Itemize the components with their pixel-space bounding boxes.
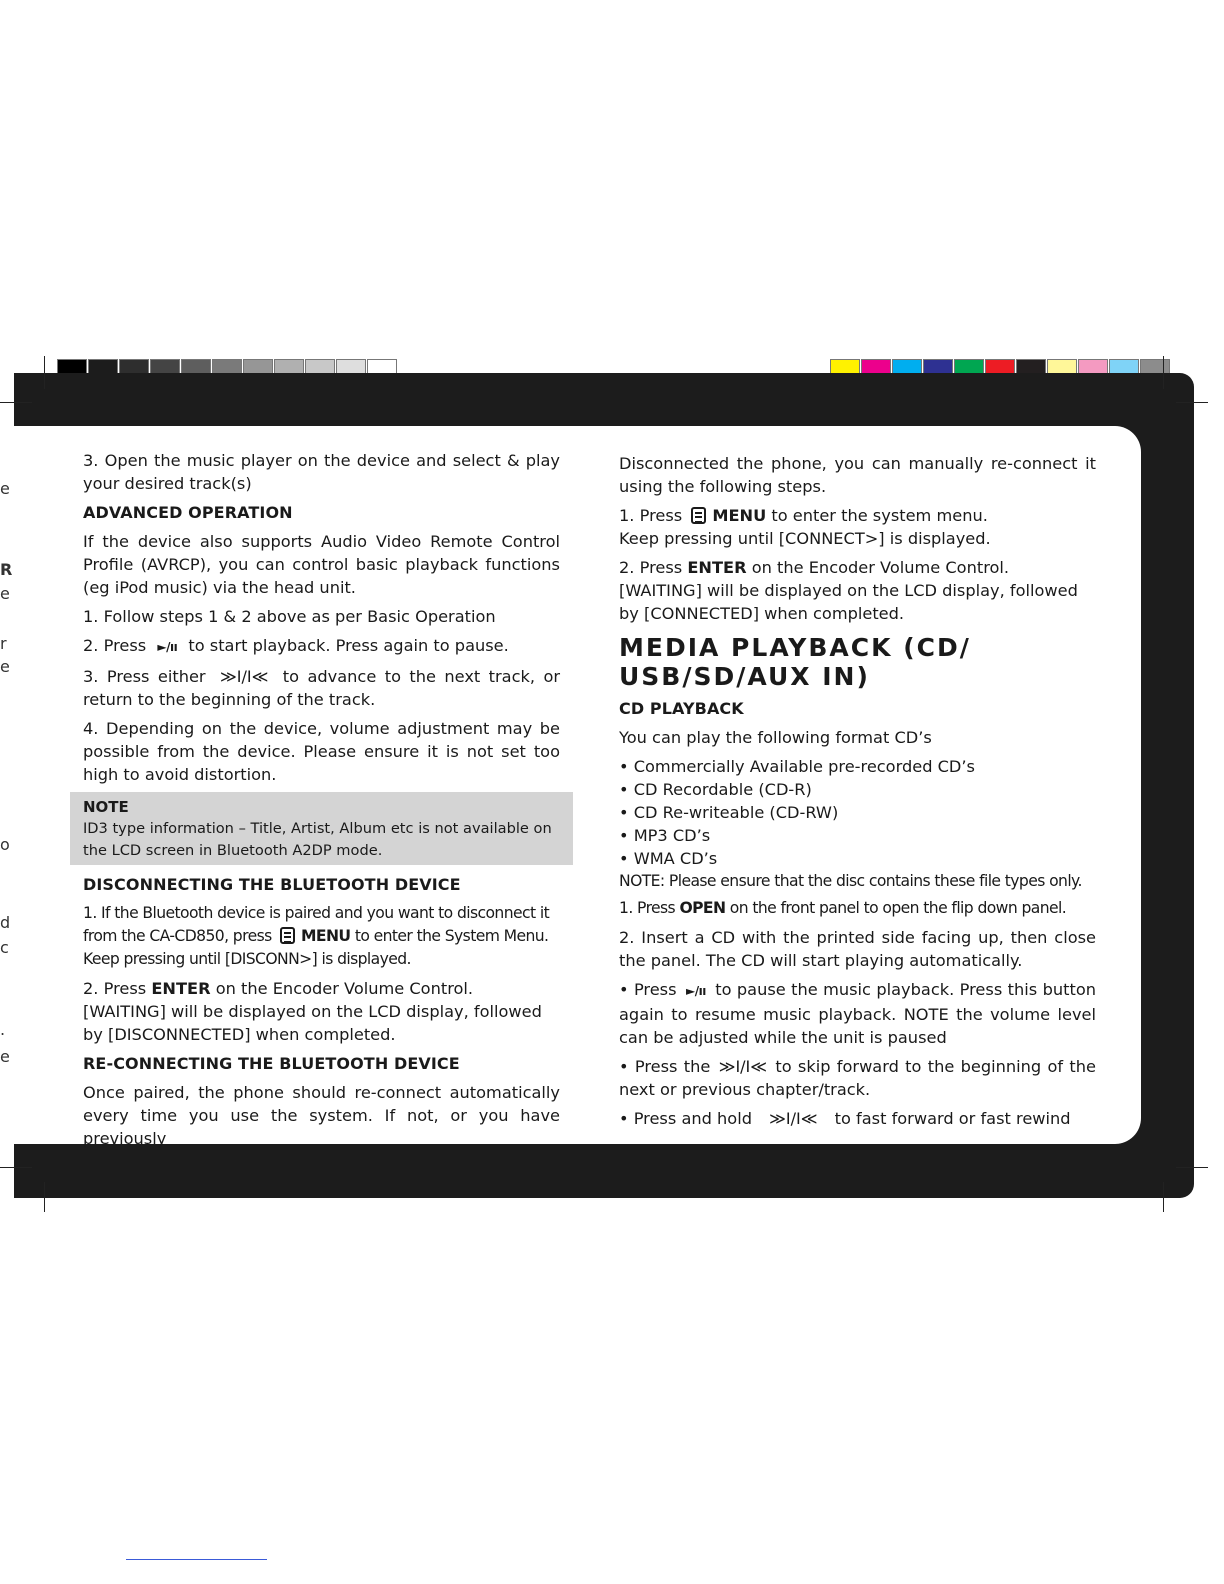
step-text: 1. If the Bluetooth device is paired and you want to disconnect it from the CA-CD850, press [83, 904, 550, 945]
bullet-text: • Press [619, 980, 677, 999]
menu-icon [280, 927, 295, 944]
edge-char: e [0, 584, 10, 603]
paragraph: Disconnected the phone, you can manually re-connect it using the following steps. [619, 454, 1096, 496]
bullet-text: to fast forward or fast rewind [834, 1109, 1071, 1128]
list-item: • WMA CD’s [619, 849, 718, 868]
step-text: to enter the System Menu. Keep pressing until [DISCONN>] is displayed. [83, 927, 549, 968]
paragraph: 3. Open the music player on the device and select & play your desired track(s) [83, 451, 560, 493]
crop-mark [44, 1182, 45, 1212]
bullet [619, 978, 1096, 1049]
step-text: 2. Press [83, 636, 147, 655]
edge-char: e [0, 479, 10, 498]
paragraph: If the device also supports Audio Video Remote Control Profile (AVRCP), you can control basic playback functions (eg iPod music) via the head unit. [83, 532, 560, 597]
right-column [619, 452, 1096, 1136]
skip-track-icon: ≫I/I≪ [769, 1109, 818, 1128]
bullet [619, 1107, 1096, 1130]
note-box [70, 792, 573, 865]
section-heading: RE-CONNECTING THE BLUETOOTH DEVICE [83, 1054, 460, 1073]
note-title: NOTE [83, 798, 129, 816]
step-text: [WAITING] will be displayed on the LCD display, followed by [DISCONNECTED] when completed. [83, 1002, 542, 1044]
list-item: • MP3 CD’s [619, 826, 711, 845]
crop-mark [1163, 1182, 1164, 1212]
step [83, 634, 560, 659]
edge-char: c [0, 938, 9, 957]
bullet-text: • Press the [619, 1057, 711, 1076]
step [619, 897, 1096, 920]
menu-icon [691, 507, 706, 524]
step [83, 902, 560, 971]
crop-mark [1176, 1167, 1208, 1168]
step [83, 665, 560, 711]
crop-mark [0, 1167, 32, 1168]
step-text: [WAITING] will be displayed on the LCD display, followed by [CONNECTED] when completed. [619, 581, 1078, 623]
enter-label: ENTER [687, 558, 747, 577]
step-text: 3. Press either [83, 667, 206, 686]
bullet-text: to skip forward to the beginning of the next or previous chapter/track. [619, 1057, 1096, 1099]
open-label: OPEN [679, 899, 726, 917]
edge-char: . [0, 1020, 6, 1039]
note-text: ID3 type information – Title, Artist, Album etc is not available on the LCD screen in Bluetooth A2DP mode. [83, 820, 552, 859]
crop-mark [0, 402, 32, 403]
edge-char: o [0, 835, 10, 854]
format-list [619, 755, 1096, 870]
crop-mark [44, 356, 45, 389]
page-title: MEDIA PLAYBACK (CD/ USB/SD/AUX IN) [619, 633, 971, 691]
section-heading: DISCONNECTING THE BLUETOOTH DEVICE [83, 875, 461, 894]
step [619, 556, 1096, 625]
step-text: to enter the system menu. [771, 506, 988, 525]
enter-label: ENTER [151, 979, 211, 998]
step-text: to advance to the next track, or return to the beginning of the track. [83, 667, 561, 709]
step-text: on the Encoder Volume Control. [751, 558, 1010, 577]
divider [126, 1559, 267, 1560]
bullet-text: to pause the music playback. Press this button again to resume music playback. NOTE the volume level can be adjusted while the unit is paused [619, 980, 1096, 1047]
crop-mark [1176, 402, 1208, 403]
step-text: on the front panel to open the flip down panel. [729, 899, 1067, 917]
bullet-text: • Press and hold [619, 1109, 752, 1128]
menu-label: MENU [300, 927, 351, 945]
step: 1. Follow steps 1 & 2 above as per Basic Operation [83, 607, 496, 626]
skip-track-icon: ≫I/I≪ [220, 667, 269, 686]
step [619, 504, 1096, 550]
paragraph: Once paired, the phone should re-connect automatically every time you use the system. If not, or you have previously [83, 1083, 560, 1148]
step: 4. Depending on the device, volume adjustment may be possible from the device. Please ensure it is not set too high to avoid distortion. [83, 719, 560, 784]
edge-char: e [0, 657, 10, 676]
play-pause-icon: ►/ıı [157, 640, 178, 654]
step-text: 1. Press [619, 506, 683, 525]
list-item: • Commercially Available pre-recorded CD’s [619, 757, 975, 776]
crop-mark [1163, 356, 1164, 389]
bullet [619, 1055, 1096, 1101]
step-text: 2. Press [83, 979, 147, 998]
edge-char: r [0, 634, 7, 653]
section-heading: CD PLAYBACK [619, 699, 744, 718]
play-pause-icon: ►/ıı [685, 984, 706, 998]
paragraph: You can play the following format CD’s [619, 728, 932, 747]
list-item: • CD Recordable (CD-R) [619, 780, 812, 799]
left-column [83, 449, 560, 1156]
step-text: 2. Press [619, 558, 683, 577]
step [83, 977, 560, 1046]
menu-label: MENU [712, 506, 767, 525]
edge-char: e [0, 1047, 10, 1066]
step-text: 1. Press [619, 899, 676, 917]
edge-char: R [0, 560, 13, 579]
edge-char: d [0, 913, 11, 932]
section-heading: ADVANCED OPERATION [83, 503, 293, 522]
note-line: NOTE: Please ensure that the disc contains these file types only. [619, 872, 1082, 890]
step: 2. Insert a CD with the printed side facing up, then close the panel. The CD will start playing automatically. [619, 928, 1096, 970]
step-text: Keep pressing until [CONNECT>] is displayed. [619, 529, 991, 548]
step-text: to start playback. Press again to pause. [188, 636, 509, 655]
step-text: on the Encoder Volume Control. [215, 979, 474, 998]
list-item: • CD Re-writeable (CD-RW) [619, 803, 839, 822]
skip-track-icon: ≫I/I≪ [718, 1057, 768, 1076]
